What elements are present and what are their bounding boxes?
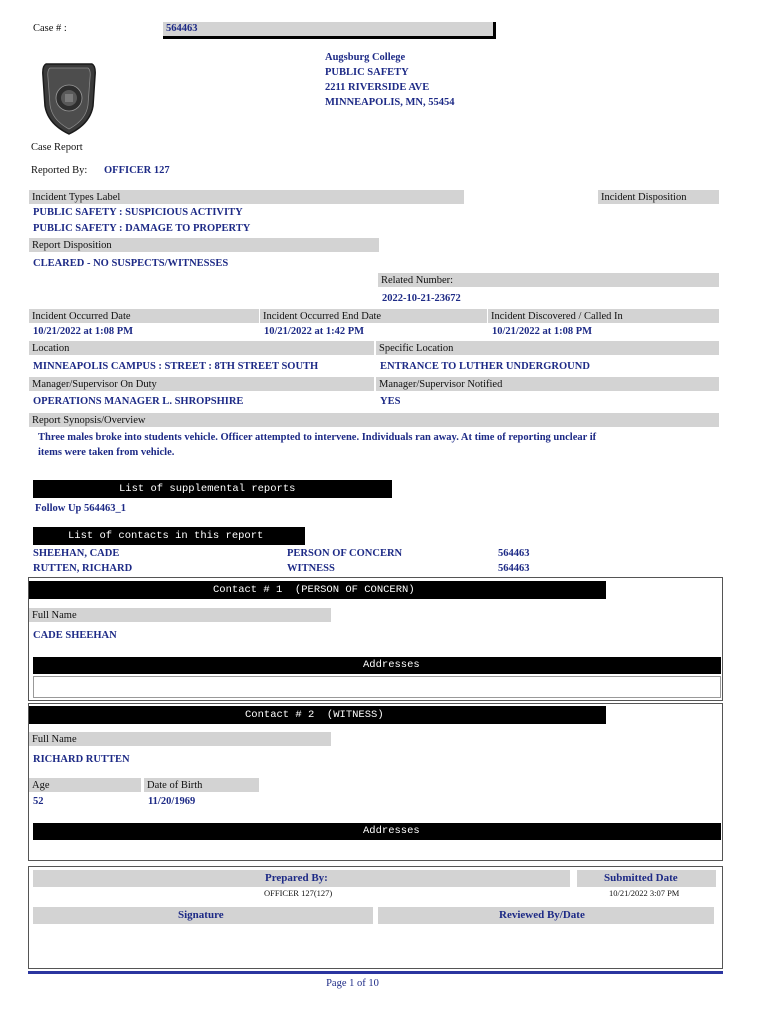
org-city: MINNEAPOLIS, MN, 55454	[325, 97, 455, 108]
signature-label: Signature	[178, 909, 224, 921]
incident-type-1: PUBLIC SAFETY : SUSPICIOUS ACTIVITY	[33, 207, 243, 218]
reported-by-label: Reported By:	[31, 165, 88, 176]
occurred-end-label: Incident Occurred End Date	[260, 309, 487, 323]
incident-types-label: Incident Types Label	[29, 190, 464, 204]
contact-row-2-role: WITNESS	[287, 563, 335, 574]
location-label: Location	[29, 341, 374, 355]
occurred-end-value: 10/21/2022 at 1:42 PM	[264, 326, 365, 337]
specific-location-value: ENTRANCE TO LUTHER UNDERGROUND	[380, 361, 590, 372]
manager-label: Manager/Supervisor On Duty	[29, 377, 374, 391]
incident-disposition-label: Incident Disposition	[598, 190, 719, 204]
report-disposition-value: CLEARED - NO SUSPECTS/WITNESSES	[33, 258, 229, 269]
specific-location-label: Specific Location	[376, 341, 719, 355]
manager-value: OPERATIONS MANAGER L. SHROPSHIRE	[33, 396, 244, 407]
manager-notified-label: Manager/Supervisor Notified	[376, 377, 719, 391]
contact-1-full-name: CADE SHEEHAN	[33, 630, 117, 641]
discovered-value: 10/21/2022 at 1:08 PM	[492, 326, 593, 337]
report-disposition-label: Report Disposition	[29, 238, 379, 252]
reported-by-value: OFFICER 127	[104, 165, 170, 176]
discovered-label: Incident Discovered / Called In	[488, 309, 719, 323]
occurred-date-value: 10/21/2022 at 1:08 PM	[33, 326, 134, 337]
location-value: MINNEAPOLIS CAMPUS : STREET : 8TH STREET SOUTH	[33, 361, 319, 372]
supplemental-item[interactable]: Follow Up 564463_1	[35, 503, 127, 514]
org-name: Augsburg College	[325, 52, 406, 63]
case-label: Case # :	[33, 23, 67, 34]
synopsis-label: Report Synopsis/Overview	[29, 413, 719, 427]
contact-1-full-name-label: Full Name	[29, 608, 331, 622]
related-number-value: 2022-10-21-23672	[382, 293, 461, 304]
contact-1-addresses-box	[33, 676, 721, 698]
prepared-by-label: Prepared By:	[265, 872, 328, 884]
contacts-list-header: List of contacts in this report	[33, 527, 305, 545]
prepared-by-value: OFFICER 127(127)	[264, 888, 333, 898]
org-street: 2211 RIVERSIDE AVE	[325, 82, 430, 93]
org-dept: PUBLIC SAFETY	[325, 67, 409, 78]
supplemental-header: List of supplemental reports	[33, 480, 392, 498]
occurred-date-label: Incident Occurred Date	[29, 309, 259, 323]
synopsis-line-1: Three males broke into students vehicle. Officer attempted to intervene. Individuals ran away. At time of reporting unclear if	[38, 432, 597, 443]
submitted-date-value: 10/21/2022 3:07 PM	[609, 888, 680, 898]
contact-2-header: Contact # 2 (WITNESS)	[29, 706, 606, 724]
org-address	[325, 50, 455, 110]
contact-2-dob-label: Date of Birth	[144, 778, 259, 792]
contact-2-dob: 11/20/1969	[148, 796, 196, 807]
contact-1-header: Contact # 1 (PERSON OF CONCERN)	[29, 581, 606, 599]
page-number: Page 1 of 10	[326, 978, 379, 989]
shield-logo-icon	[40, 56, 98, 136]
footer-rule	[28, 971, 723, 974]
contact-row-1-case: 564463	[498, 548, 530, 559]
contact-2-age: 52	[33, 796, 44, 807]
contact-2-addresses-header: Addresses	[33, 823, 721, 840]
submitted-date-bar	[577, 870, 716, 887]
contact-1-addresses-header: Addresses	[33, 657, 721, 674]
submitted-date-label: Submitted Date	[604, 872, 678, 884]
case-number-bar	[163, 22, 496, 39]
contact-row-2-case: 564463	[498, 563, 530, 574]
synopsis-line-2: items were taken from vehicle.	[38, 447, 175, 458]
case-number: 564463	[166, 23, 198, 34]
contact-row-2-name: RUTTEN, RICHARD	[33, 563, 133, 574]
contact-row-1-name: SHEEHAN, CADE	[33, 548, 120, 559]
reviewed-label: Reviewed By/Date	[499, 909, 585, 921]
signature-bar	[33, 907, 373, 924]
reviewed-bar	[378, 907, 714, 924]
contact-2-age-label: Age	[29, 778, 141, 792]
manager-notified-value: YES	[380, 396, 401, 407]
related-number-label: Related Number:	[378, 273, 719, 287]
incident-type-2: PUBLIC SAFETY : DAMAGE TO PROPERTY	[33, 223, 251, 234]
contact-2-full-name: RICHARD RUTTEN	[33, 754, 130, 765]
prepared-by-bar	[33, 870, 570, 887]
report-title: Case Report	[31, 142, 83, 153]
contact-2-full-name-label: Full Name	[29, 732, 331, 746]
contact-row-1-role: PERSON OF CONCERN	[287, 548, 403, 559]
